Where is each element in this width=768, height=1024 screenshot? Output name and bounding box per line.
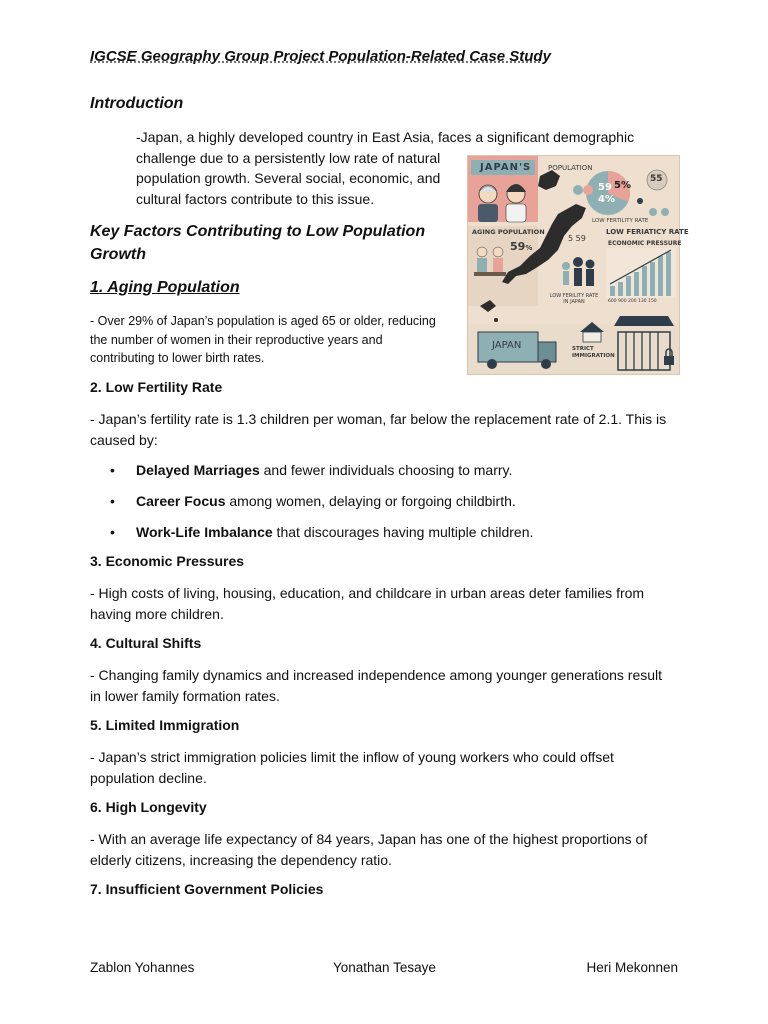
aging-percentage: 59% bbox=[510, 240, 533, 253]
cultural-shifts-heading: 4. Cultural Shifts bbox=[90, 635, 202, 651]
strict-immigration-label: STRICT IMMIGRATION bbox=[572, 346, 615, 359]
japan-population-infographic bbox=[467, 155, 689, 375]
aging-population-label: AGING POPULATION bbox=[472, 228, 545, 236]
people-cluster-icon bbox=[637, 198, 669, 216]
chart-axis-labels: 600 900 200 130 150 bbox=[608, 299, 657, 304]
list-item bbox=[110, 491, 533, 522]
dot-icon bbox=[573, 185, 583, 195]
document-title: IGCSE Geography Group Project Population-Related Case Study bbox=[90, 48, 551, 65]
aging-population-text: - Over 29% of Japan’s population is aged 65 or older, reducing the number of women in their reproductive years and contributing to lower birth rates. bbox=[90, 314, 436, 365]
small-percentage: 5 59 bbox=[568, 234, 586, 243]
introduction-heading: Introduction bbox=[90, 95, 184, 112]
cause-title: Delayed Marriages bbox=[136, 462, 260, 478]
low-fertility-text: - Japan’s fertility rate is 1.3 children per woman, far below the replacement rate of 2.1. This is caused by: bbox=[90, 411, 667, 448]
government-policies-heading: 7. Insufficient Government Policies bbox=[90, 881, 324, 897]
bullet-icon: • bbox=[110, 462, 115, 478]
low-fertility-heading: 2. Low Fertility Rate bbox=[90, 379, 223, 395]
high-longevity-heading: 6. High Longevity bbox=[90, 799, 207, 815]
list-item bbox=[110, 522, 533, 553]
limited-immigration-text: - Japan’s strict immigration policies limit the inflow of young workers who could offset population decline. bbox=[90, 749, 614, 786]
cause-title: Career Focus bbox=[136, 493, 226, 509]
footer-author-3: Heri Mekonnen bbox=[586, 960, 678, 975]
pie-value-right: 5% bbox=[614, 180, 631, 191]
cause-text: among women, delaying or forgoing childbirth. bbox=[225, 493, 516, 509]
footer-author-2: Yonathan Tesaye bbox=[333, 960, 436, 975]
truck-label: JAPAN bbox=[492, 340, 522, 351]
key-factors-heading: Key Factors Contributing to Low Population Growth bbox=[90, 223, 426, 263]
cause-text: that discourages having multiple children. bbox=[272, 524, 534, 540]
cause-text: and fewer individuals choosing to marry. bbox=[259, 462, 513, 478]
introduction-first-line: -Japan, a highly developed country in East Asia, faces a significant demographic bbox=[136, 129, 635, 145]
pie-value-left-second: 4% bbox=[598, 194, 615, 205]
economic-pressure-label: ECONOMIC PRESSURE bbox=[608, 240, 682, 247]
limited-immigration-heading: 5. Limited Immigration bbox=[90, 717, 240, 733]
list-item bbox=[110, 460, 533, 491]
aging-population-heading: 1. Aging Population bbox=[90, 279, 240, 296]
introduction-remaining-text: challenge due to a persistently low rate of natural population growth. Several social, economic, and cultural factors contribute to this issue. bbox=[136, 149, 441, 207]
economic-pressures-heading: 3. Economic Pressures bbox=[90, 553, 245, 569]
bullet-icon: • bbox=[110, 524, 115, 540]
high-longevity-text: - With an average life expectancy of 84 years, Japan has one of the highest proportions of elderly citizens, increasing the dependency ratio. bbox=[90, 831, 648, 868]
pie-value-left: 59 bbox=[598, 182, 612, 193]
pie-chart-icon bbox=[586, 171, 630, 215]
footer-author-1: Zablon Yohannes bbox=[90, 960, 195, 975]
economic-bar-chart bbox=[606, 248, 676, 298]
infographic-title: JAPAN'S bbox=[480, 162, 532, 173]
cause-title: Work-Life Imbalance bbox=[136, 524, 273, 540]
circle-value: 55 bbox=[650, 174, 663, 184]
economic-pressures-text: - High costs of living, housing, education, and childcare in urban areas deter families from having more children. bbox=[90, 585, 645, 622]
family-icon bbox=[562, 257, 595, 286]
low-fertility-small-label: LOW FERTILITY RATE bbox=[592, 218, 649, 224]
infographic-population-label: POPULATION bbox=[548, 164, 593, 172]
map-caption: LOW FERILITY RATE IN JAPAN bbox=[549, 293, 599, 305]
cultural-shifts-text: - Changing family dynamics and increased independence among younger generations result in lower family formation rates. bbox=[90, 667, 663, 704]
fertility-causes-list bbox=[110, 460, 533, 553]
bullet-icon: • bbox=[110, 493, 115, 509]
low-fertility-rate-label: LOW FERIATICY RATE bbox=[606, 228, 689, 236]
dot-icon bbox=[583, 185, 593, 195]
